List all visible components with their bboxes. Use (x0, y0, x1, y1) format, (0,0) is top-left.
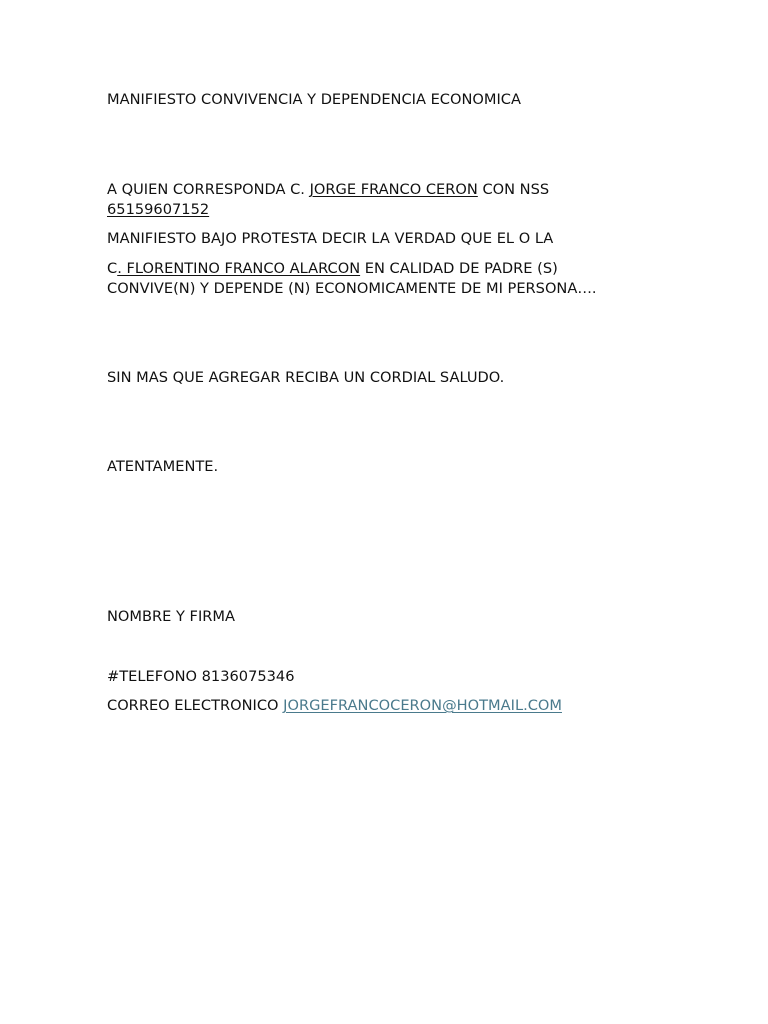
dependent-prefix: C (107, 260, 118, 277)
nss-line (107, 200, 209, 220)
email-line (107, 696, 562, 716)
email-label: CORREO ELECTRONICO (107, 697, 284, 714)
addressee-name: JORGE FRANCO CERON (309, 181, 478, 198)
dependent-name: . FLORENTINO FRANCO ALARCON (117, 260, 361, 277)
closing-line: SIN MAS QUE AGREGAR RECIBA UN CORDIAL SALUDO. (107, 369, 505, 386)
declaration-line: MANIFIESTO BAJO PROTESTA DECIR LA VERDAD QUE EL O LA (107, 230, 554, 247)
dependent-relation: EN CALIDAD DE PADRE (S) (360, 260, 558, 277)
sign-off: ATENTAMENTE. (107, 458, 219, 475)
dependent-line (107, 259, 558, 279)
phone-line: #TELEFONO 8136075346 (107, 668, 295, 685)
nss-label: CON NSS (477, 181, 550, 198)
addressee-prefix: A QUIEN CORRESPONDA C. (107, 181, 310, 198)
nss-number: 65159607152 (107, 201, 210, 218)
email-link[interactable]: JORGEFRANCOCERON@HOTMAIL.COM (283, 697, 562, 714)
signature-label: NOMBRE Y FIRMA (107, 608, 235, 625)
document-title: MANIFIESTO CONVIVENCIA Y DEPENDENCIA ECONOMICA (107, 91, 521, 108)
addressee-line (107, 180, 549, 200)
statement-line: CONVIVE(N) Y DEPENDE (N) ECONOMICAMENTE DE MI PERSONA…. (107, 280, 597, 297)
